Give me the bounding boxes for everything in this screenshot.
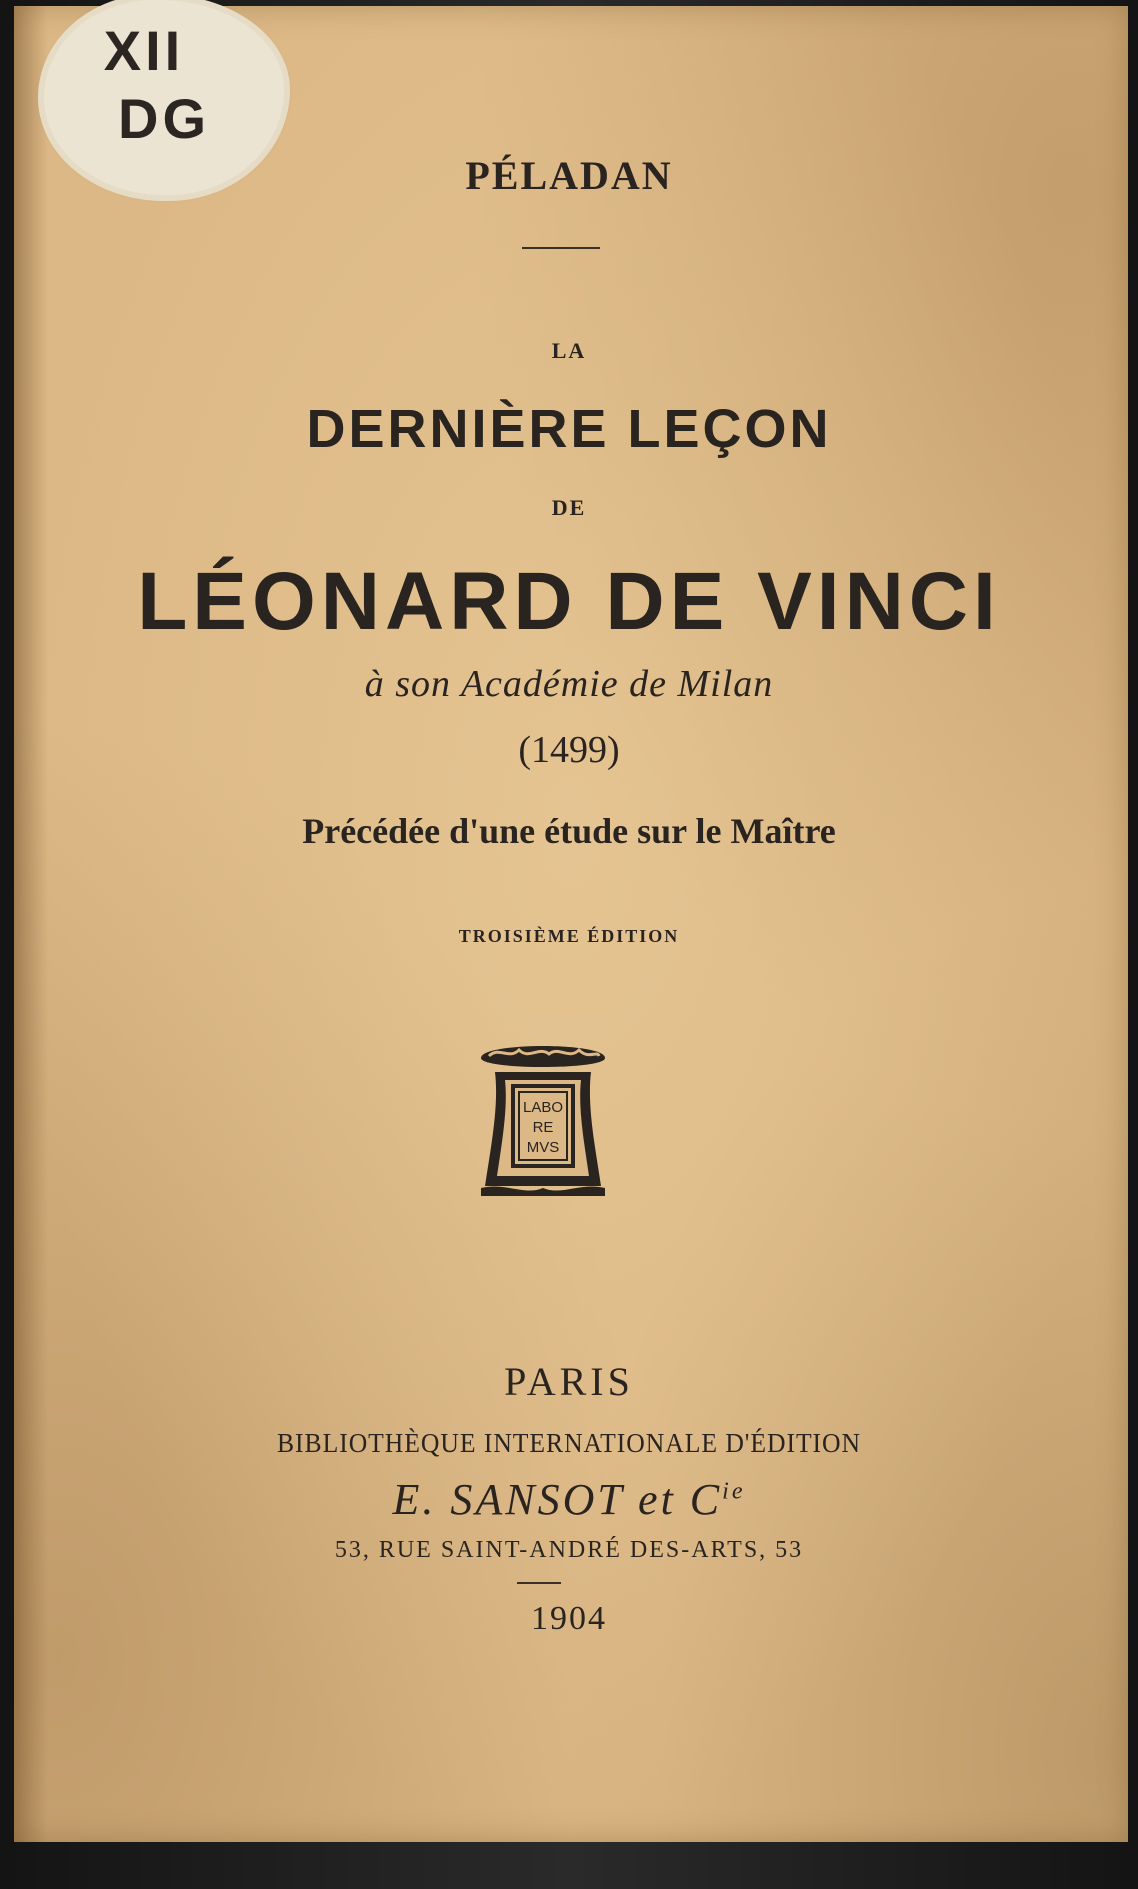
edition-label: TROISIÈME ÉDITION xyxy=(458,926,680,946)
emblem-motto-1: LABO xyxy=(522,1099,564,1116)
publisher-address: 53, RUE SAINT-ANDRÉ DES-ARTS, 53 xyxy=(334,1537,804,1563)
publisher-name-suffix: ie xyxy=(722,1478,746,1505)
work-year: (1499) xyxy=(518,729,620,771)
emblem-motto-3: MVS xyxy=(526,1139,560,1156)
publisher-emblem-icon xyxy=(475,1036,611,1198)
publication-year: 1904 xyxy=(531,1600,607,1637)
preface-note: Précédée d'une étude sur le Maître xyxy=(302,811,836,851)
subtitle: à son Académie de Milan xyxy=(364,663,774,705)
address-rule xyxy=(517,1582,561,1584)
emblem-motto-2: RE xyxy=(532,1119,554,1136)
author-rule xyxy=(522,247,600,249)
title-line-1: DERNIÈRE LEÇON xyxy=(306,399,832,459)
publisher-collection: BIBLIOTHÈQUE INTERNATIONALE D'ÉDITION xyxy=(276,1428,862,1458)
title-preposition: DE xyxy=(551,495,587,520)
publisher-name-text: E. SANSOT et C xyxy=(392,1475,723,1524)
cover-spine-shadow xyxy=(14,6,48,1842)
sticker-line-2: DG xyxy=(118,87,210,150)
author-name: PÉLADAN xyxy=(465,153,673,198)
title-article: LA xyxy=(551,338,587,363)
sticker-line-1: XII xyxy=(103,19,185,82)
publication-city: PARIS xyxy=(504,1359,634,1404)
title-line-2: LÉONARD DE VINCI xyxy=(137,556,1001,647)
publisher-name xyxy=(0,1474,1138,1525)
book-cover xyxy=(14,6,1128,1842)
